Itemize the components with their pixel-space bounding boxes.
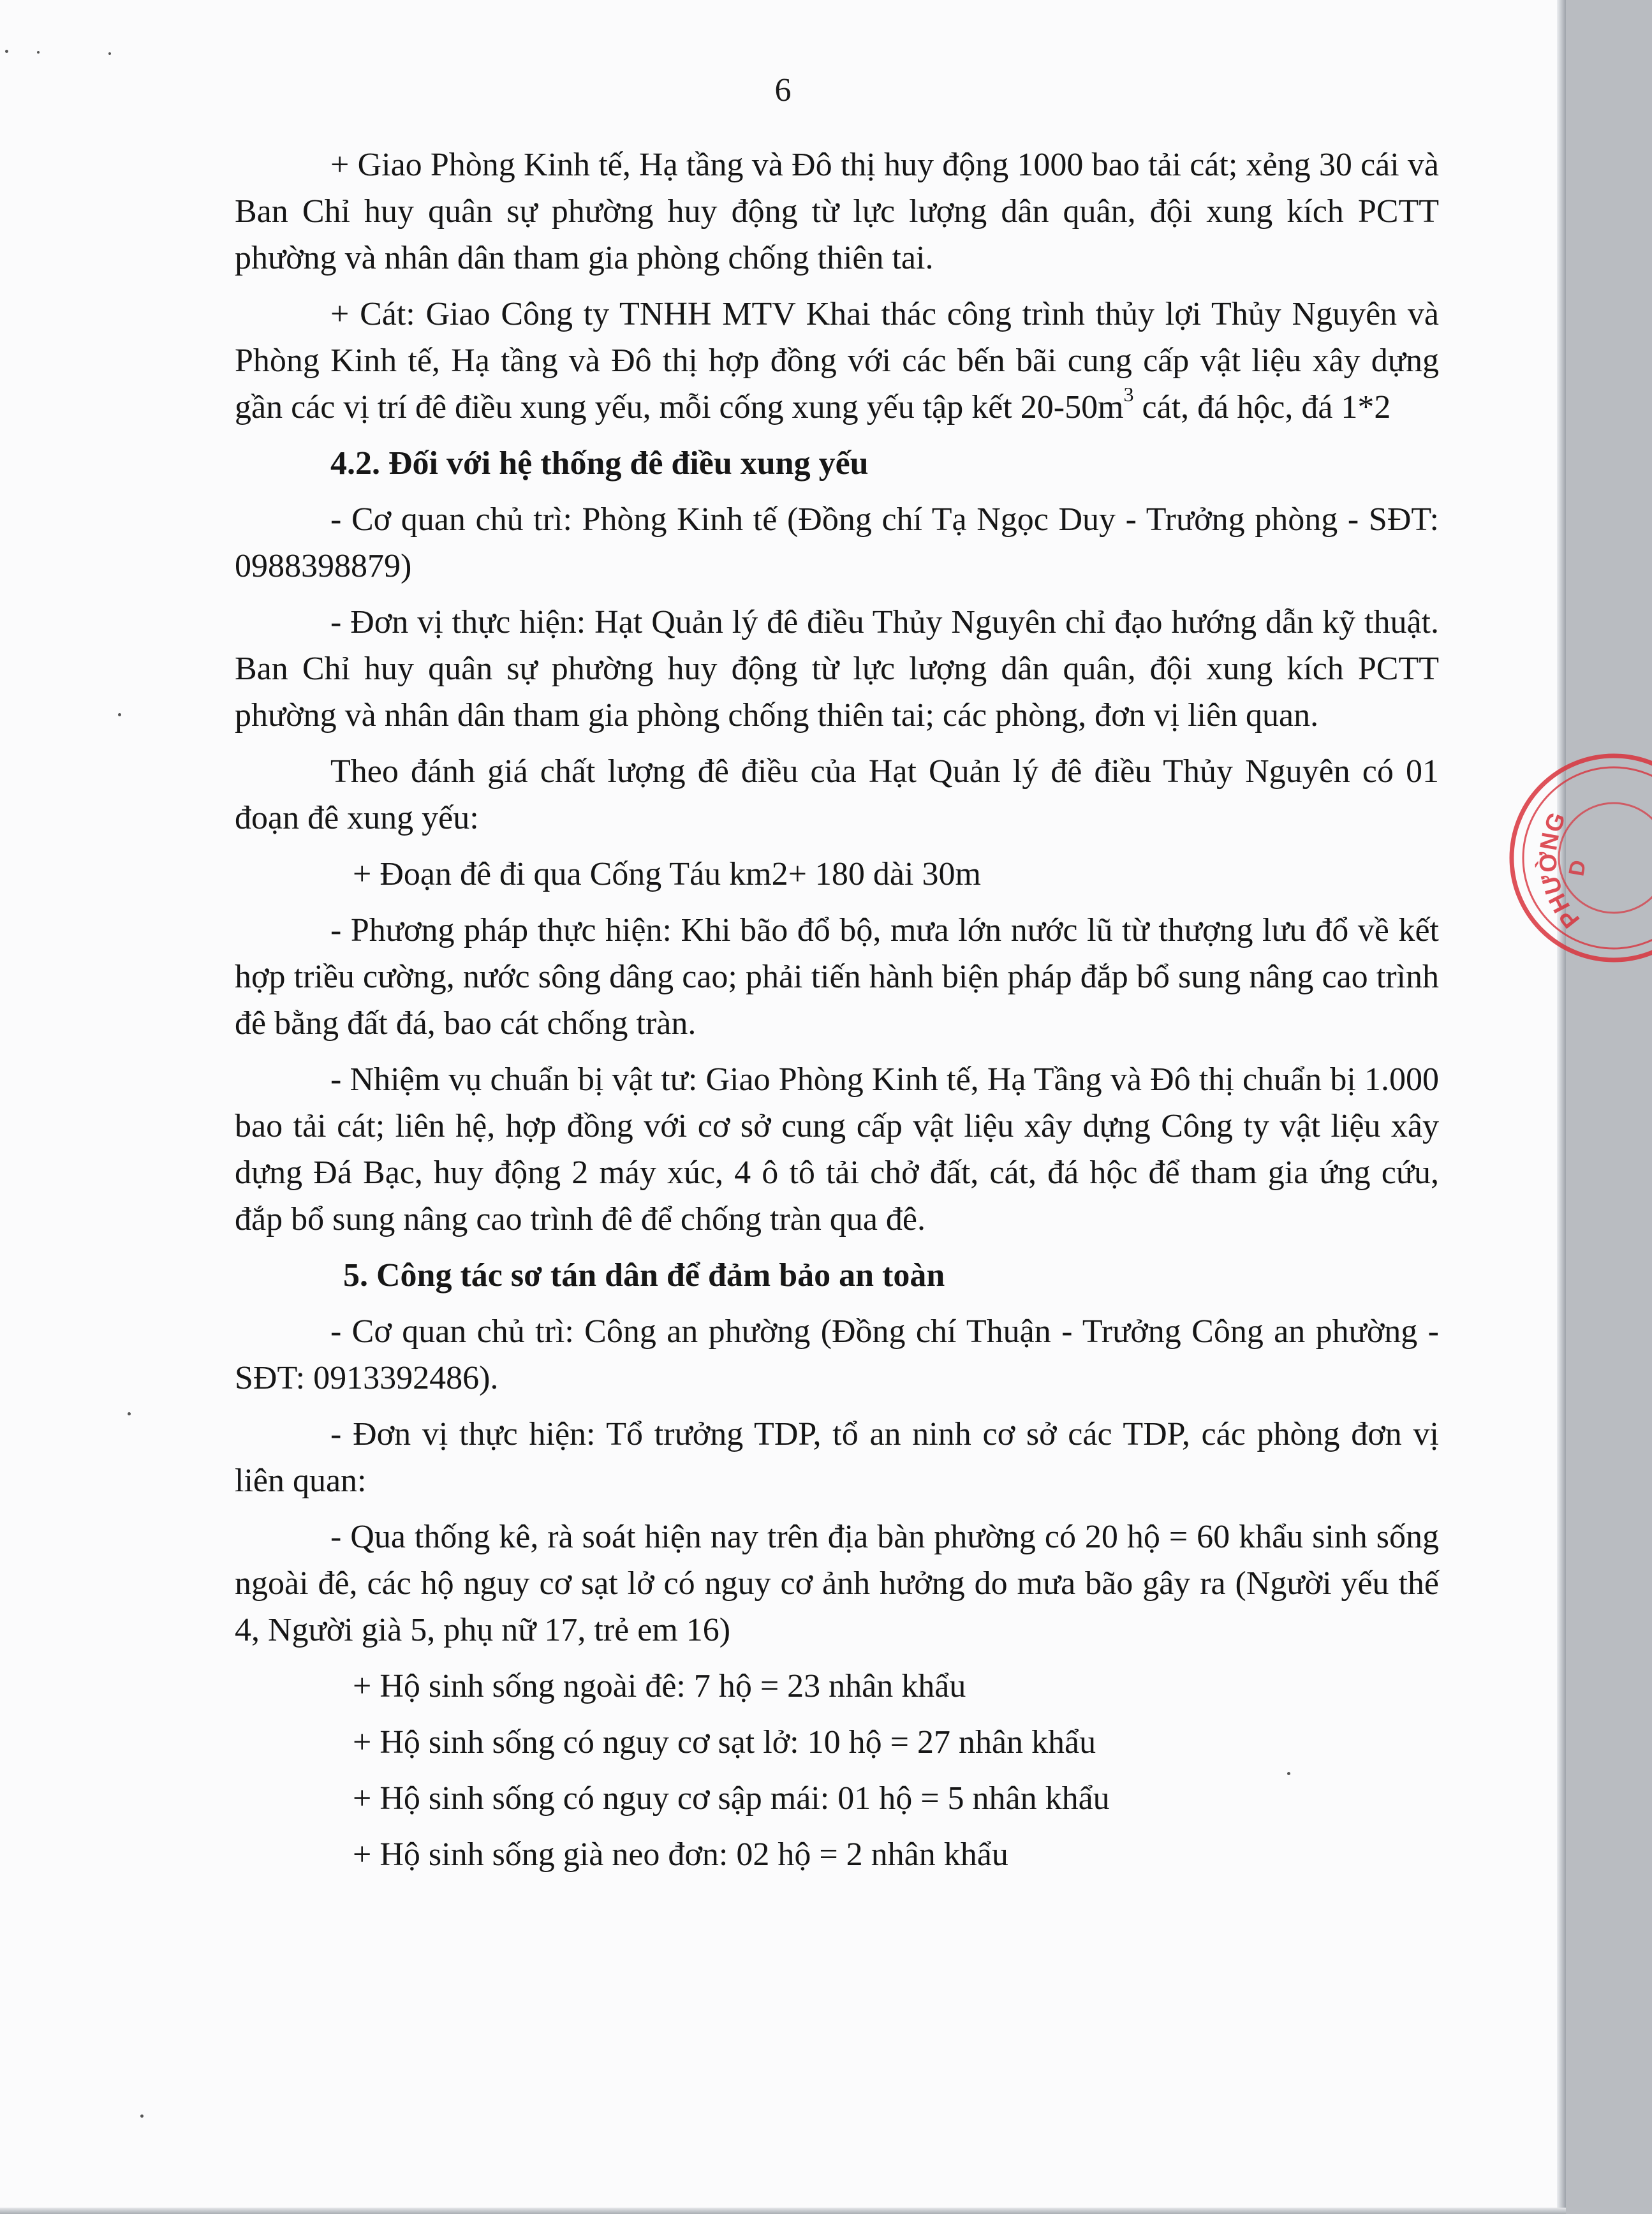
section-heading: 4.2. Đối với hệ thống đê điều xung yếu [330,445,869,482]
paragraph: - Đơn vị thực hiện: Hạt Quản lý đê điều Thủy Nguyên chỉ đạo hướng dẫn kỹ thuật. Ban Chỉ huy quân sự phường huy động từ lực lượng dân quân, đội xung kích PCTT phường và nhân dân tham gia phòng chống thiên tai; các phòng, đơn vị liên quan. [235,604,1439,734]
superscript: 3 [1123,382,1134,406]
official-seal-stamp [1505,749,1652,966]
paragraph: - Cơ quan chủ trì: Công an phường (Đồng chí Thuận - Trưởng Công an phường - SĐT: 0913392486). [235,1313,1439,1396]
svg-text:D: D [1564,858,1591,878]
scan-speck [108,52,111,55]
list-item: + Đoạn đê đi qua Cống Táu km2+ 180 dài 30m [353,856,981,892]
paragraph: + Giao Phòng Kinh tế, Hạ tầng và Đô thị huy động 1000 bao tải cát; xẻng 30 cái và Ban Chỉ huy quân sự phường huy động từ lực lượng dân quân, đội xung kích PCTT phường và nhân dân tham gia phòng chống thiên tai. [235,147,1439,276]
scan-edge-bottom [0,2208,1566,2214]
paragraph-text: + Cát: Giao Công ty TNHH MTV Khai thác công trình thủy lợi Thủy Nguyên và Phòng Kinh tế, Hạ tầng và Đô thị hợp đồng với các bến bãi cung cấp vật liệu xây dựng gần các vị trí đê điều xung yếu, mỗi cống xung yếu tập kết 20-50m [235,296,1439,425]
scan-speck [118,713,121,716]
scan-speck [140,2114,144,2118]
page-number: 6 [774,72,792,108]
list-item: + Hộ sinh sống ngoài đê: 7 hộ = 23 nhân khẩu [353,1668,966,1704]
paragraph: - Đơn vị thực hiện: Tổ trưởng TDP, tổ an ninh cơ sở các TDP, các phòng đơn vị liên quan: [235,1416,1439,1499]
paragraph [235,291,1439,431]
list-item: + Hộ sinh sống có nguy cơ sập mái: 01 hộ = 5 nhân khẩu [353,1780,1110,1817]
paragraph: - Nhiệm vụ chuẩn bị vật tư: Giao Phòng Kinh tế, Hạ Tầng và Đô thị chuẩn bị 1.000 bao tải cát; liên hệ, hợp đồng với cơ sở cung cấp vật liệu xây dựng Công ty vật liệu xây dựng Đá Bạc, huy động 2 máy xúc, 4 ô tô tải chở đất, cát, đá hộc để tham gia ứng cứu, đắp bổ sung nâng cao trình đê để chống tràn qua đê. [235,1061,1439,1237]
scan-edge-right [1557,0,1566,2214]
list-item: + Hộ sinh sống có nguy cơ sạt lở: 10 hộ = 27 nhân khẩu [353,1724,1096,1760]
section-heading: 5. Công tác sơ tán dân để đảm bảo an toàn [343,1257,945,1294]
document-body [235,142,1439,1878]
scan-speck [5,50,8,53]
seal-text-path: PHƯỜNG [1535,808,1586,933]
paragraph: - Cơ quan chủ trì: Phòng Kinh tế (Đồng chí Tạ Ngọc Duy - Trưởng phòng - SĐT: 0988398879) [235,501,1439,584]
paragraph: - Phương pháp thực hiện: Khi bão đổ bộ, mưa lớn nước lũ từ thượng lưu đổ về kết hợp triều cường, nước sông dâng cao; phải tiến hành biện pháp đắp bổ sung nâng cao trình đê bằng đất đá, bao cát chống tràn. [235,912,1439,1042]
paragraph-text: cát, đá hộc, đá 1*2 [1133,389,1391,425]
scan-speck [37,51,40,54]
paragraph: - Qua thống kê, rà soát hiện nay trên địa bàn phường có 20 hộ = 60 khẩu sinh sống ngoài đê, các hộ nguy cơ sạt lở có nguy cơ ảnh hưởng do mưa bão gây ra (Người yếu thế 4, Người già 5, phụ nữ 17, trẻ em 16) [235,1519,1439,1648]
list-item: + Hộ sinh sống già neo đơn: 02 hộ = 2 nhân khẩu [353,1836,1008,1873]
paragraph: Theo đánh giá chất lượng đê điều của Hạt Quản lý đê điều Thủy Nguyên có 01 đoạn đê xung yếu: [235,753,1439,836]
scan-speck [128,1412,131,1415]
